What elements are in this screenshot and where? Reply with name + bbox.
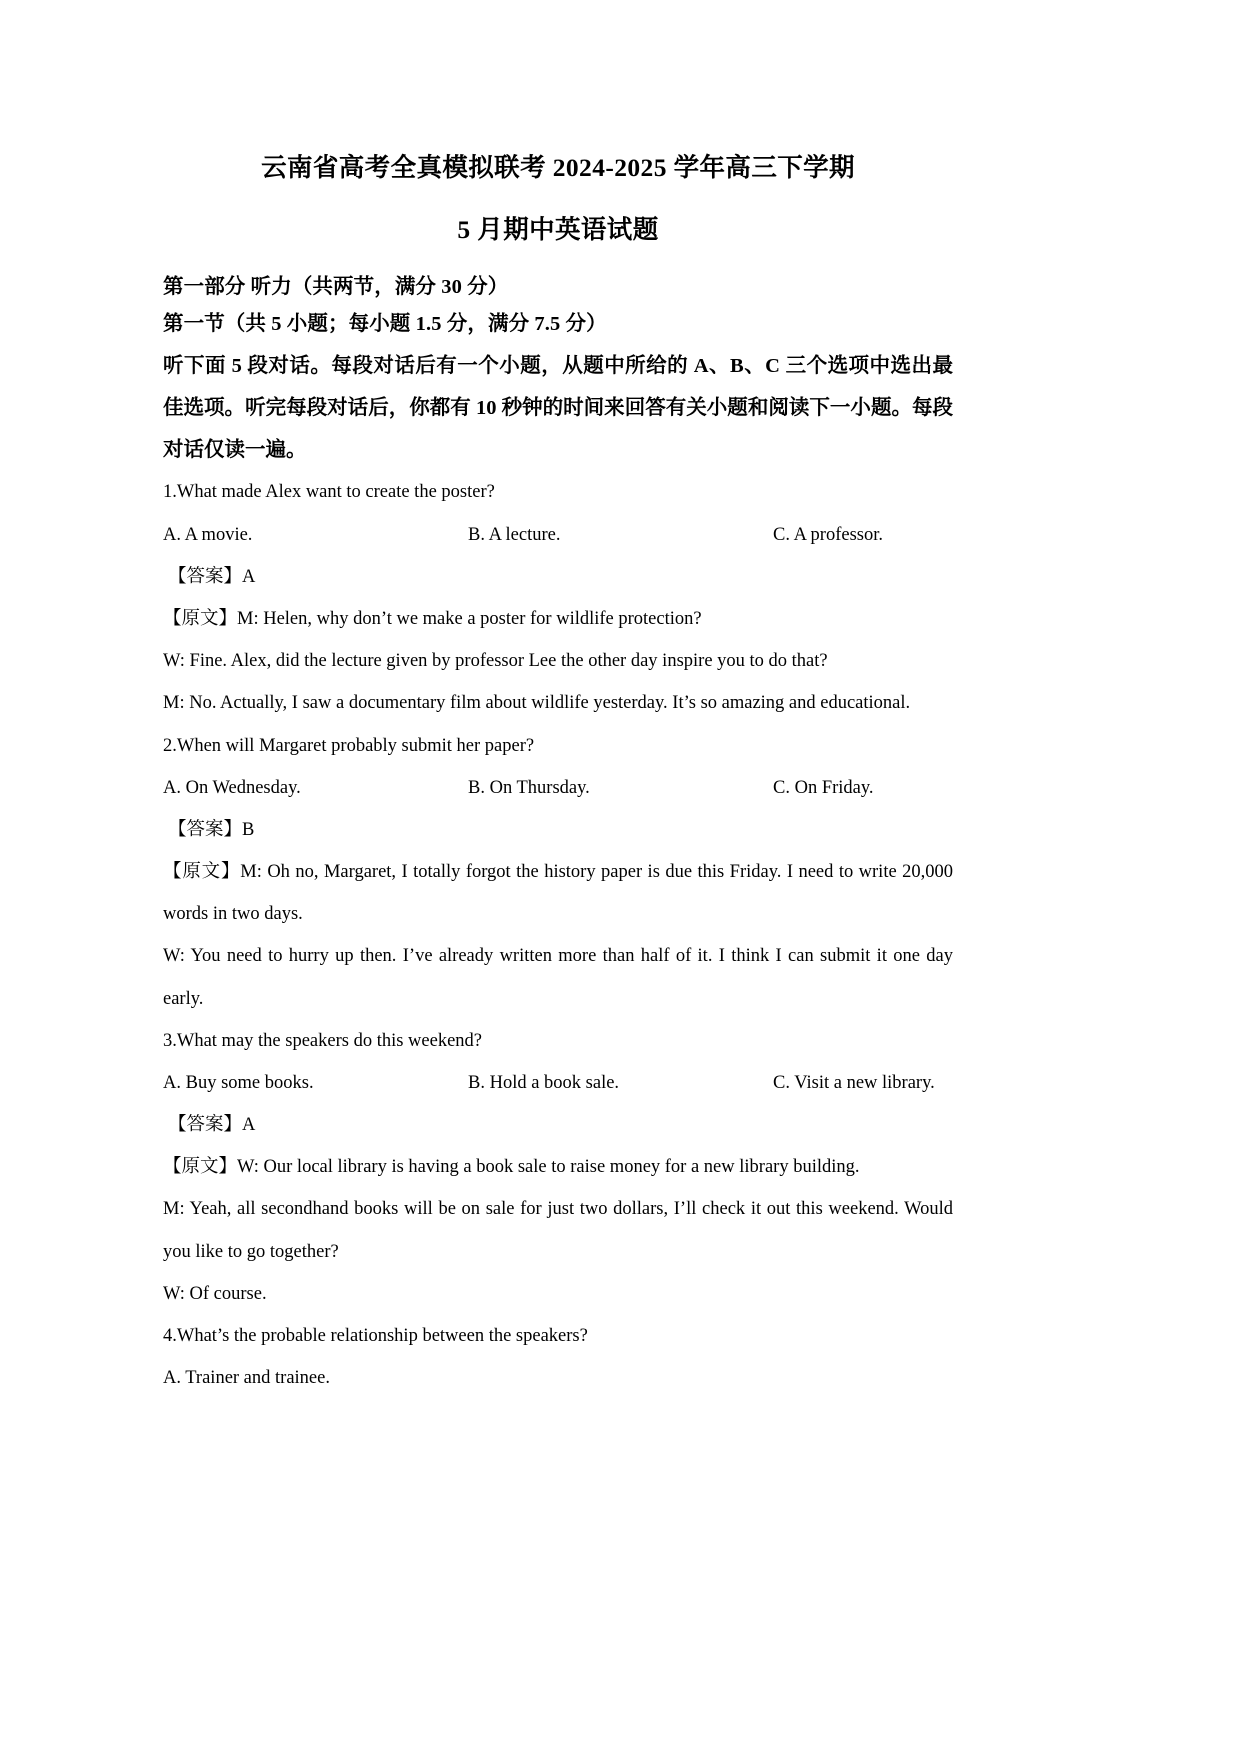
transcript-line: W: Of course.: [163, 1283, 267, 1304]
transcript-line: 【原文】W: Our local library is having a book sale to raise money for a new library building.: [163, 1157, 860, 1178]
option-a[interactable]: A. A movie.: [163, 524, 253, 545]
answer-line: 【答案】A: [168, 566, 256, 587]
question-options: [163, 514, 953, 556]
option-a[interactable]: A. On Wednesday.: [163, 777, 301, 798]
transcript-line: 【原文】M: Oh no, Margaret, I totally forgot the history paper is due this Friday. I need to write 20,000 words in two days.: [163, 862, 953, 925]
option-c[interactable]: C. A professor.: [773, 524, 883, 545]
question-stem: 1.What made Alex want to create the poster?: [163, 482, 495, 503]
answer-line: 【答案】B: [168, 819, 255, 840]
transcript-line: 【原文】M: Helen, why don’t we make a poster for wildlife protection?: [163, 609, 702, 629]
option-b[interactable]: B. On Thursday.: [468, 777, 590, 798]
section-heading: 第一节（共 5 小题；每小题 1.5 分，满分 7.5 分）: [163, 313, 607, 336]
option-b[interactable]: B. A lecture.: [468, 524, 561, 545]
part-heading: 第一部分 听力（共两节，满分 30 分）: [163, 276, 509, 299]
question-options: [163, 1357, 953, 1399]
page-title-line-2: 5 月期中英语试题: [457, 214, 659, 244]
listening-instruction: 听下面 5 段对话。每段对话后有一个小题，从题中所给的 A、B、C 三个选项中选出最佳选项。听完每段对话后，你都有 10 秒钟的时间来回答有关小题和阅读下一小题。每段对话仅读一遍。: [163, 355, 953, 462]
document-title-block: [163, 148, 953, 249]
page-title-line-1: 云南省高考全真模拟联考 2024-2025 学年高三下学期: [261, 153, 855, 182]
option-c[interactable]: C. On Friday.: [773, 777, 874, 798]
question-options: [163, 767, 953, 809]
option-a[interactable]: A. Buy some books.: [163, 1072, 314, 1093]
transcript-line: M: Yeah, all secondhand books will be on sale for just two dollars, I’ll check it out this weekend. Would you like to go together?: [163, 1199, 953, 1262]
question-stem: 2.When will Margaret probably submit her paper?: [163, 735, 535, 756]
option-c[interactable]: C. Visit a new library.: [773, 1072, 935, 1093]
question-stem: 4.What’s the probable relationship between the speakers?: [163, 1325, 588, 1346]
option-a[interactable]: A. Trainer and trainee.: [163, 1368, 330, 1389]
option-b[interactable]: B. Hold a book sale.: [468, 1072, 620, 1093]
question-stem: 3.What may the speakers do this weekend?: [163, 1030, 483, 1051]
transcript-line: M: No. Actually, I saw a documentary film about wildlife yesterday. It’s so amazing and educational.: [163, 693, 911, 714]
page-content: [163, 0, 953, 1399]
transcript-line: W: You need to hurry up then. I’ve already written more than half of it. I think I can submit it one day early.: [163, 946, 953, 1009]
question-options: [163, 1062, 953, 1104]
transcript-line: W: Fine. Alex, did the lecture given by professor Lee the other day inspire you to do that?: [163, 651, 828, 672]
answer-line: 【答案】A: [168, 1115, 256, 1136]
